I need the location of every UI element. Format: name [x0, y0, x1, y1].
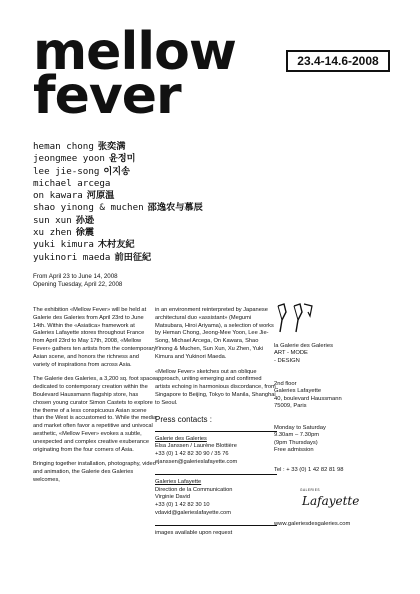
contact-org: Galerie des Galeries [155, 435, 207, 442]
logo-small-text: GALERIES [300, 488, 320, 492]
contact-role: Direction de la Communication [155, 486, 233, 493]
title-line-2: fever [33, 66, 181, 126]
artist-native-name: 前田征紀 [114, 251, 152, 263]
artist-item [33, 215, 203, 227]
artist-name: yuki kimura [33, 239, 94, 251]
artist-item [33, 141, 203, 153]
opening-hours [274, 425, 326, 455]
contact-people: Elsa Janssen / Laurène Blottière [155, 443, 237, 450]
contact-email-link[interactable]: vdavid@galerieslafayette.com [155, 509, 231, 516]
images-note: images available upon request [155, 529, 233, 536]
artist-name: heman chong [33, 141, 94, 152]
body-paragraph: Bringing together installation, photography, video and animation, the Galerie des Galeries welcomes, [33, 461, 156, 483]
artist-item [33, 202, 203, 214]
opening-date: Opening Tuesday, April 22, 2008 [33, 281, 123, 289]
title-line-1: mellow [33, 22, 236, 82]
exhibition-title [33, 22, 236, 126]
gallery-logo-icon [274, 302, 318, 336]
floor: 2nd floor [274, 381, 297, 387]
website-link[interactable]: www.galeriesdesgaleries.com [274, 521, 351, 527]
galeries-lafayette-logo [300, 488, 360, 514]
artist-name: yukinori maeda [33, 251, 111, 263]
hours-thursday: (9pm Thursdays) [274, 439, 318, 446]
divider [155, 525, 277, 526]
body-paragraph: in an environment reinterpreted by Japanese architectural duo «assistant» (Megumi Matsubara, Hiroi Ariyama), a selection of works by Heman Chong, Jeong-Mee Yoon, Lee Jie-Song, Michael Arcega, On Kawara, Shao Yinong & Muchen, Sun Xun, Xu Zhen, Yuki Kimura and Yukinori Maeda. [155, 307, 274, 360]
body-paragraph: The exhibition «Mellow Fever» will be held at Galerie des Galeries from April 23rd to June 14th. Within the «Asiatica» framework at Galeries Lafayette stores throughout France from April 23rd to May 17th, 2008, «Mellow Fever» gathers ten artists from the contemporary Asian scene, and honors the richness and variety of inspirations from across Asia. [33, 307, 157, 368]
artist-item [33, 190, 203, 202]
artist-name: xu zhen [33, 227, 72, 239]
body-paragraph: The Galerie des Galeries, a 3,200 sq. foot space dedicated to contemporary creation within the Boulevard Haussmann flagship store, has chosen young curator Simon Castets to explore the theme of a less conspicuous Asian scene than the West is accustomed to. While the media and market often favor a repetitive and univocal aesthetic, «Mellow Fever» evokes a subtle, unexpected and complex creative exuberance originating from the four corners of Asia. [33, 376, 157, 453]
admission: Free admission [274, 447, 314, 454]
store-name: Galeries Lafayette [274, 388, 322, 395]
brand-name: la Galerie des Galeries [274, 343, 333, 349]
artist-item [33, 227, 203, 239]
artist-item [33, 239, 203, 251]
contact-person: Virginie David [155, 494, 190, 501]
body-paragraph: «Mellow Fever» sketches out an oblique approach, uniting emerging and confirmed artists echoing in harmonious discordance, from Singapore to Beijing, Tokyo to Manila, Shanghai to Seoul. [155, 368, 276, 406]
hours-days: Monday to Saturday [274, 425, 326, 431]
artist-name: on kawara [33, 190, 83, 202]
brand-tagline: ART - MODE [274, 350, 308, 357]
press-contact-1 [155, 436, 277, 467]
artist-item [33, 166, 203, 178]
brand-tagline: - DESIGN [274, 357, 300, 364]
artist-name: sun xun [33, 214, 72, 226]
body-column-2 [155, 307, 277, 538]
city: 75009, Paris [274, 403, 307, 410]
artist-item [33, 153, 203, 165]
contact-phone: +33 (0) 1 42 82 30 10 [155, 502, 210, 509]
artist-native-name: 邵逸农与慕辰 [147, 202, 203, 214]
artist-item [33, 178, 203, 190]
press-contact-2 [155, 479, 277, 518]
contact-phone: +33 (0) 1 42 82 30 90 / 35 76 [155, 451, 229, 458]
street: 40, boulevard Haussmann [274, 395, 342, 402]
artist-native-name: 孙逊 [75, 214, 95, 226]
artist-name: michael arcega [33, 177, 111, 189]
artist-native-name: 河原温 [86, 190, 115, 202]
artist-name: shao yinong & muchen [33, 202, 144, 214]
artist-name: lee jie-song [33, 165, 100, 177]
logo-main-text: Lafayette [302, 494, 360, 508]
divider [155, 474, 277, 475]
artist-item [33, 252, 203, 264]
artist-native-name: 木村友紀 [97, 239, 135, 251]
body-column-1 [33, 307, 157, 492]
artist-native-name: 윤정미 [108, 153, 136, 165]
press-contacts-heading: Press contacts : [155, 414, 212, 424]
contact-org: Galeries Lafayette [155, 478, 202, 485]
exhibition-dates [33, 273, 122, 289]
contact-email-link[interactable]: ejanssen@galerieslafayette.com [155, 458, 238, 465]
artist-native-name: 张奕满 [97, 141, 126, 152]
hours-times: 9.30am – 7.30pm [274, 432, 320, 439]
date-span: From April 23 to June 14, 2008 [33, 273, 118, 280]
divider [155, 431, 277, 432]
artist-native-name: 이지송 [103, 165, 131, 177]
gallery-brand [274, 343, 333, 365]
artist-native-name: 徐震 [75, 227, 95, 239]
artist-name: jeongmee yoon [33, 153, 105, 165]
artist-list [33, 141, 203, 264]
venue-address [274, 381, 342, 411]
date-range-badge: 23.4-14.6-2008 [286, 50, 390, 72]
venue-phone: Tel : + 33 (0) 1 42 82 81 98 [274, 467, 344, 473]
